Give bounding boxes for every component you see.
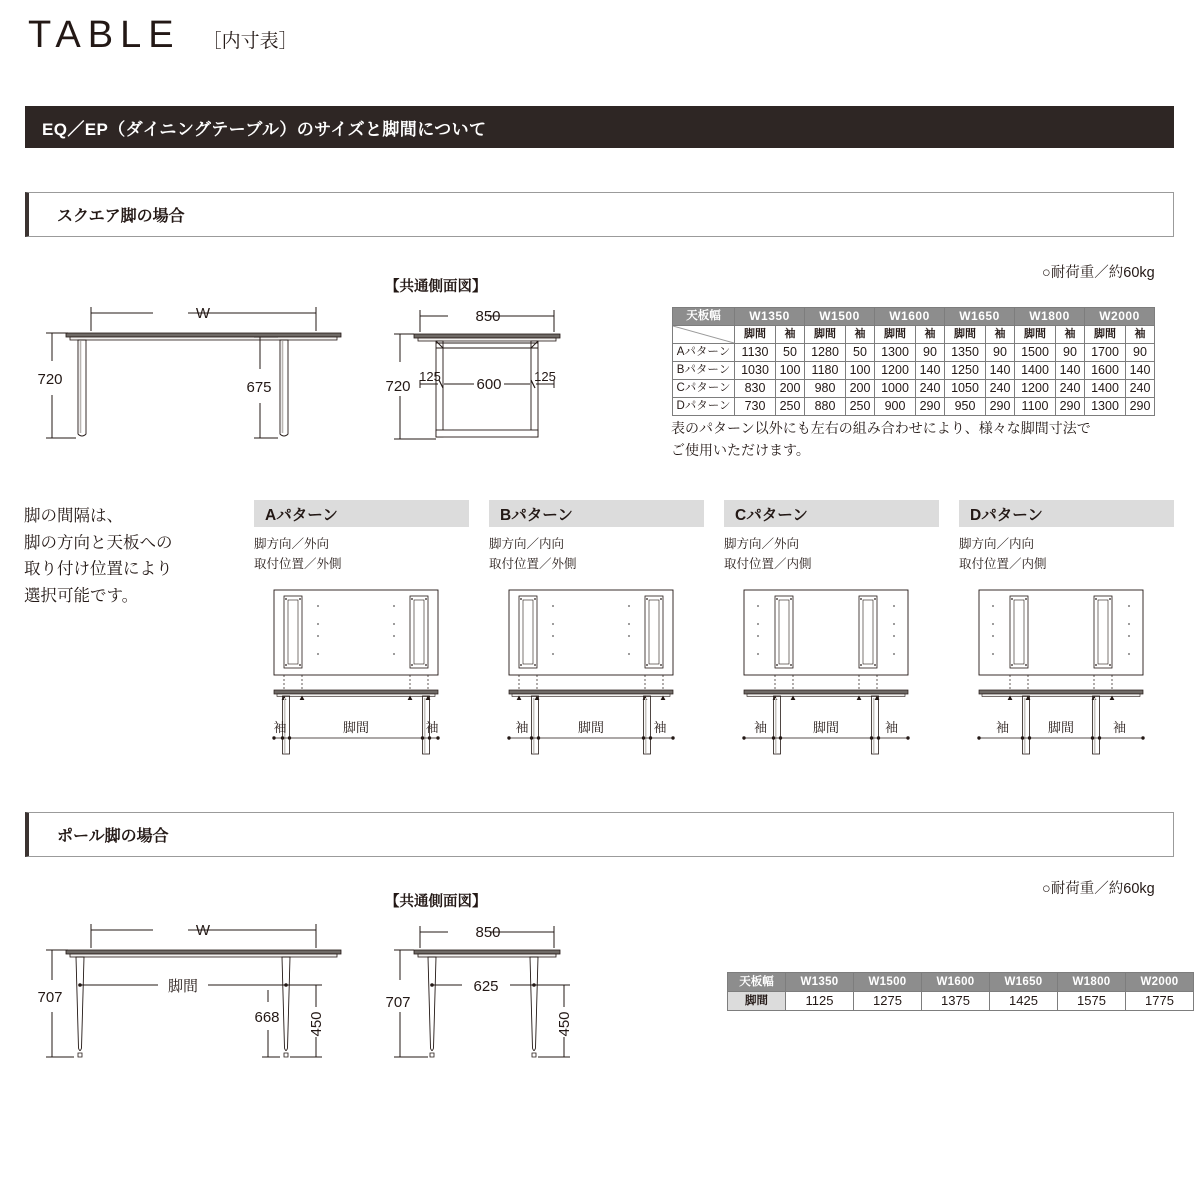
spec-cell-sode: 240: [986, 380, 1015, 398]
pole-table-header: W1600: [922, 973, 990, 992]
pattern-b-drawing: [491, 580, 691, 755]
spec-sub-header: 袖: [986, 326, 1015, 344]
spec-cell-sode: 90: [1126, 344, 1155, 362]
pole-table-header: W2000: [1126, 973, 1194, 992]
section-band: [25, 106, 1174, 148]
pattern-label-sode-right: 袖: [653, 720, 667, 735]
square-side-inner: 600: [476, 376, 502, 393]
spec-sub-header: 脚間: [945, 326, 986, 344]
pattern-c-name: Cパターン: [735, 506, 808, 524]
page-title: [28, 16, 298, 54]
pattern-d-specs: [959, 535, 1174, 575]
pattern-b-specs: [489, 535, 704, 575]
spec-cell-kyakuma: 980: [805, 380, 846, 398]
spec-cell-kyakuma: 950: [945, 398, 986, 416]
pattern-explanation-paragraph: [24, 503, 173, 610]
spec-cell-kyakuma: 1350: [945, 344, 986, 362]
pattern-label-span: 脚間: [577, 720, 605, 735]
pattern-label-sode-left: 袖: [753, 720, 768, 735]
pattern-block-b: [489, 500, 704, 575]
pole-side-height-total: 707: [385, 994, 411, 1011]
spec-cell-kyakuma: 1200: [1015, 380, 1056, 398]
pattern-a-specs: [254, 535, 469, 575]
pole-table-cell: 1575: [1058, 992, 1126, 1011]
spec-cell-sode: 90: [986, 344, 1015, 362]
pole-table-cell: 1425: [990, 992, 1058, 1011]
table-row: [673, 398, 1155, 416]
pattern-b-header: [489, 500, 704, 527]
spec-cell-kyakuma: 1600: [1085, 362, 1126, 380]
pole-table-row-label: 脚間: [728, 992, 786, 1011]
table-row: [673, 344, 1155, 362]
spec-cell-sode: 290: [916, 398, 945, 416]
pattern-a-position: 取付位置／外側: [254, 556, 342, 571]
spec-cell-kyakuma: 1130: [735, 344, 776, 362]
spec-cell-sode: 140: [1126, 362, 1155, 380]
spec-table-diagonal-cell: [673, 326, 735, 344]
section-header-pole: [25, 812, 1174, 857]
square-side-view-drawing: [378, 296, 608, 446]
pattern-label-sode-right: 袖: [425, 720, 439, 735]
title-sub: ［内寸表］: [202, 31, 298, 52]
paragraph-line: 選択可能です。: [24, 587, 139, 606]
pole-front-width-label: W: [195, 922, 211, 939]
square-front-elevation-drawing: [28, 295, 348, 445]
spec-cell-kyakuma: 1100: [1015, 398, 1056, 416]
drawing-caption-square: 【共通側面図】: [385, 279, 487, 295]
spec-cell-kyakuma: 880: [805, 398, 846, 416]
spec-sub-header: 袖: [1126, 326, 1155, 344]
spec-sub-header: 袖: [776, 326, 805, 344]
spec-cell-sode: 290: [1126, 398, 1155, 416]
spec-table-note-line: 表のパターン以外にも左右の組み合わせにより、様々な脚間寸法で: [671, 420, 1091, 436]
pattern-a-header: [254, 500, 469, 527]
pattern-c-specs: [724, 535, 939, 575]
pole-spec-table: [727, 972, 1194, 1011]
pole-table-cell: 1275: [854, 992, 922, 1011]
pole-table-header-row: [728, 973, 1194, 992]
pattern-c-position: 取付位置／内側: [724, 556, 812, 571]
square-side-right-margin: 125: [534, 369, 556, 384]
spec-cell-kyakuma: 1700: [1085, 344, 1126, 362]
spec-table-note: [671, 418, 1091, 461]
spec-cell-sode: 50: [776, 344, 805, 362]
spec-sub-header: 袖: [916, 326, 945, 344]
square-side-left-margin: 125: [419, 369, 441, 384]
pattern-label-span: 脚間: [1047, 720, 1075, 735]
spec-sub-header: 脚間: [875, 326, 916, 344]
load-capacity-note-pole: ○耐荷重／約60kg: [1042, 881, 1155, 897]
square-front-width-label: W: [195, 305, 211, 322]
pattern-a-drawing: [256, 580, 456, 755]
pole-side-inner: 625: [473, 978, 499, 995]
pattern-c-direction: 脚方向／外向: [724, 537, 800, 551]
square-front-height-total: 720: [37, 371, 63, 388]
spec-cell-kyakuma: 1400: [1085, 380, 1126, 398]
spec-cell-sode: 140: [986, 362, 1015, 380]
spec-cell-sode: 90: [1056, 344, 1085, 362]
pattern-b-direction: 脚方向／内向: [489, 537, 565, 551]
spec-row-label: Dパターン: [673, 398, 735, 416]
spec-cell-sode: 200: [846, 380, 875, 398]
pole-front-elevation-drawing: [28, 912, 348, 1072]
pole-front-span-label: 脚間: [167, 978, 199, 995]
section-header-square-label: スクエア脚の場合: [57, 208, 185, 225]
spec-cell-kyakuma: 1280: [805, 344, 846, 362]
diagonal-line-icon: [673, 326, 734, 343]
spec-cell-sode: 140: [1056, 362, 1085, 380]
pole-front-height-floor: 450: [308, 1011, 325, 1037]
spec-sub-header: 脚間: [1015, 326, 1056, 344]
pattern-d-position: 取付位置／内側: [959, 556, 1047, 571]
title-main: TABLE: [28, 14, 181, 56]
pole-side-view-drawing: [378, 912, 608, 1072]
spec-group-header: W1800: [1015, 308, 1085, 326]
spec-cell-sode: 90: [916, 344, 945, 362]
spec-table-sub-header-row: [673, 326, 1155, 344]
pattern-label-sode-left: 袖: [515, 720, 529, 735]
spec-cell-sode: 250: [846, 398, 875, 416]
pattern-d-drawing: [961, 580, 1161, 755]
spec-group-header: W1600: [875, 308, 945, 326]
pattern-label-span: 脚間: [812, 720, 840, 735]
square-front-height-leg: 675: [246, 379, 272, 396]
pole-front-height-total: 707: [37, 989, 63, 1006]
pole-table-cell: 1775: [1126, 992, 1194, 1011]
table-row: [673, 380, 1155, 398]
pattern-block-a: [254, 500, 469, 575]
spec-group-header: W2000: [1085, 308, 1155, 326]
pattern-d-header: [959, 500, 1174, 527]
pattern-label-sode-left: 袖: [273, 720, 287, 735]
load-capacity-note-square: ○耐荷重／約60kg: [1042, 265, 1155, 281]
spec-cell-kyakuma: 1180: [805, 362, 846, 380]
pole-table-cell: 1375: [922, 992, 990, 1011]
spec-row-label: Bパターン: [673, 362, 735, 380]
square-side-depth: 850: [475, 308, 501, 325]
pattern-block-d: [959, 500, 1174, 575]
spec-cell-sode: 290: [1056, 398, 1085, 416]
paragraph-line: 取り付け位置により: [24, 560, 173, 579]
table-row: [673, 362, 1155, 380]
pole-table-header: W1650: [990, 973, 1058, 992]
spec-cell-sode: 240: [1056, 380, 1085, 398]
spec-sub-header: 脚間: [1085, 326, 1126, 344]
spec-cell-kyakuma: 830: [735, 380, 776, 398]
paragraph-line: 脚の方向と天板への: [24, 533, 173, 552]
pattern-c-header: [724, 500, 939, 527]
spec-sub-header: 袖: [846, 326, 875, 344]
drawing-caption-pole: 【共通側面図】: [385, 894, 487, 910]
spec-cell-kyakuma: 1500: [1015, 344, 1056, 362]
spec-cell-kyakuma: 1300: [875, 344, 916, 362]
section-band-label: EQ／EP（ダイニングテーブル）のサイズと脚間について: [42, 119, 487, 139]
square-spec-table: [672, 307, 1155, 416]
spec-cell-kyakuma: 1050: [945, 380, 986, 398]
pattern-c-drawing: [726, 580, 926, 755]
pattern-d-direction: 脚方向／内向: [959, 537, 1035, 551]
pole-table-corner-label: 天板幅: [728, 973, 786, 992]
spec-group-header: W1650: [945, 308, 1015, 326]
spec-cell-kyakuma: 1400: [1015, 362, 1056, 380]
spec-cell-kyakuma: 1200: [875, 362, 916, 380]
pattern-label-sode-right: 袖: [884, 720, 899, 735]
spec-cell-sode: 250: [776, 398, 805, 416]
spec-cell-sode: 240: [916, 380, 945, 398]
spec-cell-kyakuma: 1250: [945, 362, 986, 380]
pole-table-header: W1500: [854, 973, 922, 992]
spec-cell-sode: 140: [916, 362, 945, 380]
square-side-height-total: 720: [385, 378, 411, 395]
spec-table-corner-label: 天板幅: [673, 308, 735, 326]
pole-side-depth: 850: [475, 924, 501, 941]
spec-row-label: Cパターン: [673, 380, 735, 398]
spec-sub-header: 脚間: [735, 326, 776, 344]
section-header-pole-label: ポール脚の場合: [57, 828, 169, 845]
spec-cell-sode: 240: [1126, 380, 1155, 398]
spec-group-header: W1500: [805, 308, 875, 326]
pattern-a-name: Aパターン: [265, 506, 338, 524]
pattern-b-position: 取付位置／外側: [489, 556, 577, 571]
pole-table-header: W1350: [786, 973, 854, 992]
pattern-block-c: [724, 500, 939, 575]
spec-cell-sode: 100: [776, 362, 805, 380]
spec-cell-kyakuma: 1000: [875, 380, 916, 398]
spec-cell-sode: 100: [846, 362, 875, 380]
pole-table-cell: 1125: [786, 992, 854, 1011]
spec-table-group-header-row: [673, 308, 1155, 326]
section-header-square: [25, 192, 1174, 237]
pattern-label-span: 脚間: [342, 720, 370, 735]
pattern-b-name: Bパターン: [500, 506, 573, 524]
pattern-label-sode-left: 袖: [995, 720, 1010, 735]
paragraph-line: 脚の間隔は、: [24, 507, 123, 525]
spec-sub-header: 袖: [1056, 326, 1085, 344]
pole-table-value-row: [728, 992, 1194, 1011]
spec-cell-kyakuma: 900: [875, 398, 916, 416]
spec-group-header: W1350: [735, 308, 805, 326]
spec-cell-kyakuma: 1030: [735, 362, 776, 380]
pole-table-header: W1800: [1058, 973, 1126, 992]
pattern-label-sode-right: 袖: [1112, 720, 1127, 735]
pattern-d-name: Dパターン: [970, 506, 1043, 524]
pattern-a-direction: 脚方向／外向: [254, 537, 330, 551]
spec-sub-header: 脚間: [805, 326, 846, 344]
pole-side-height-floor: 450: [556, 1011, 573, 1037]
spec-cell-sode: 290: [986, 398, 1015, 416]
spec-cell-sode: 200: [776, 380, 805, 398]
pole-front-height-leg: 668: [254, 1009, 280, 1026]
spec-cell-sode: 50: [846, 344, 875, 362]
spec-cell-kyakuma: 1300: [1085, 398, 1126, 416]
spec-table-note-line: ご使用いただけます。: [671, 441, 810, 458]
spec-cell-kyakuma: 730: [735, 398, 776, 416]
spec-row-label: Aパターン: [673, 344, 735, 362]
